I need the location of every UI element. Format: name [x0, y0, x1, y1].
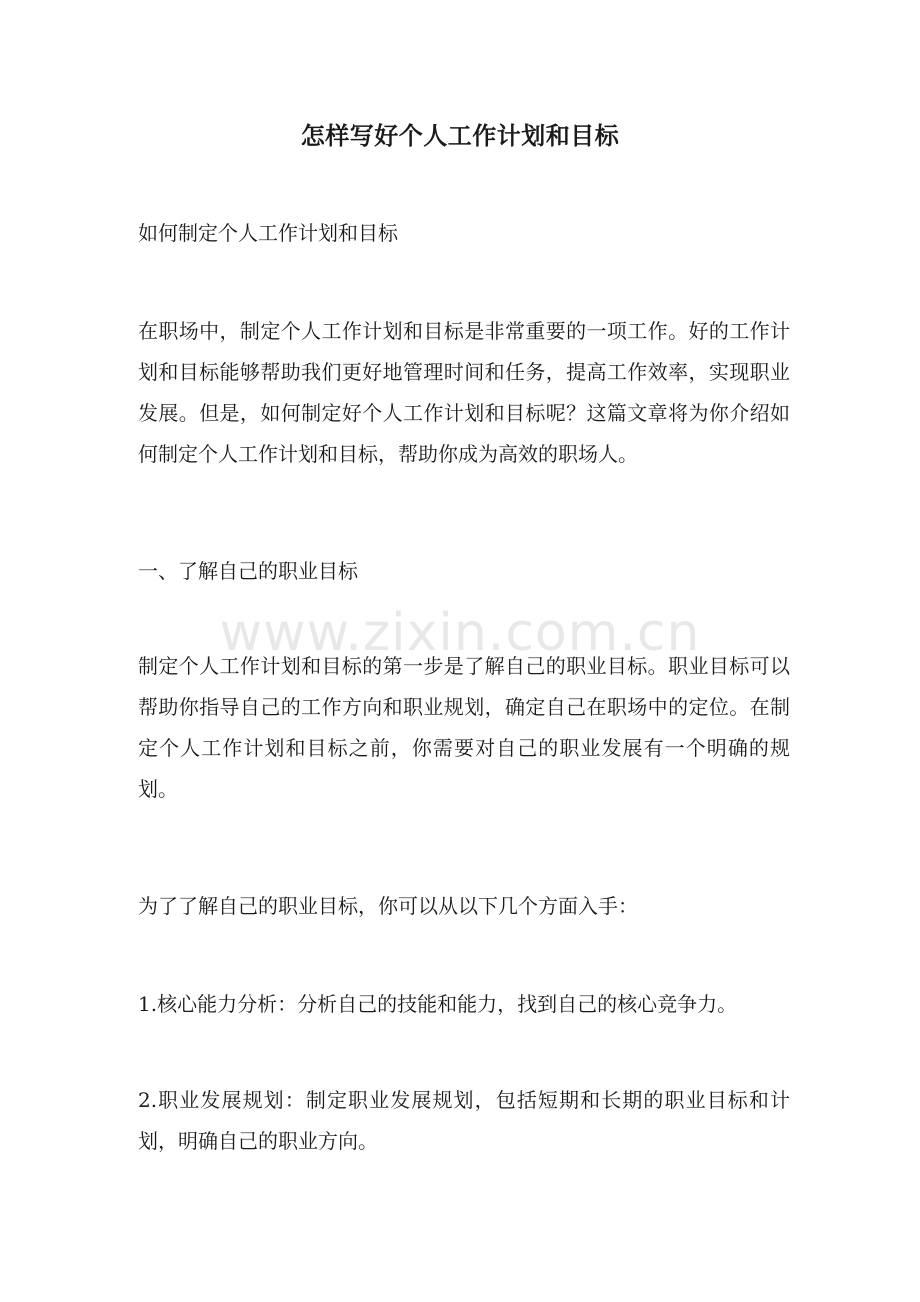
watermark: www.zixin.com.cn — [219, 603, 701, 663]
document-title: 怎样写好个人工作计划和目标 — [300, 121, 620, 150]
document-subtitle: 如何制定个人工作计划和目标 — [138, 221, 398, 245]
section-heading: 一、了解自己的职业目标 — [138, 559, 358, 583]
list-item: 1.核心能力分析：分析自己的技能和能力，找到自己的核心竞争力。 — [138, 992, 738, 1016]
section-paragraph: 制定个人工作计划和目标的第一步是了解自己的职业目标。职业目标可以帮助你指导自己的工作方向和职业规划，确定自己在职场中的定位。在制定个人工作计划和目标之前，你需要对自己的职业发展有一个明确的规划。 — [138, 654, 790, 801]
intro-paragraph: 在职场中，制定个人工作计划和目标是非常重要的一项工作。好的工作计划和目标能够帮助我们更好地管理时间和任务，提高工作效率，实现职业发展。但是，如何制定好个人工作计划和目标呢？这篇文章将为你介绍如何制定个人工作计划和目标，帮助你成为高效的职场人。 — [138, 319, 790, 466]
list-item: 2.职业发展规划：制定职业发展规划，包括短期和长期的职业目标和计划，明确自己的职业方向。 — [138, 1088, 790, 1153]
list-lead: 为了了解自己的职业目标，你可以从以下几个方面入手： — [138, 894, 638, 918]
